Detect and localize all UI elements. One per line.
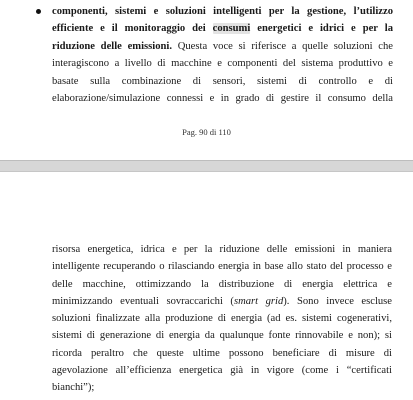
bold-text: riduzione delle emissioni. (52, 40, 173, 52)
text-line: basate sulla combinazione di sensori, sistemi di controllo e di (52, 75, 393, 87)
bold-text: componenti, sistemi e soluzioni intelligenti per la gestione, l’utilizzo (52, 6, 393, 17)
document-page-90 (0, 0, 413, 160)
text-line: delle macchine, ottimizzando la distribuzione di energia elettrica e (52, 278, 392, 290)
text-line (52, 3, 393, 20)
body-text: ). Sono invece escluse (283, 295, 392, 307)
page-separator (0, 160, 413, 172)
text-line (52, 293, 392, 310)
text-line: sistemi di generazione di energia da qualunque fonte rinnovabile e non); si (52, 330, 392, 342)
text-line: bianchi”); (52, 382, 95, 394)
highlighted-word: consumi (212, 23, 251, 35)
text-line: interagiscono a livello di macchine e componenti del sistema produttivo e (52, 58, 393, 70)
document-page-91 (0, 172, 413, 400)
text-line: intelligente recuperando o rilasciando energia in base allo stato del processo e (52, 261, 392, 273)
text-line: elaborazione/simulazione connessi e in grado di gestire il consumo della (52, 93, 393, 105)
continued-paragraph (52, 241, 392, 397)
body-text: Questa voce si riferisce a quelle soluzioni che (172, 40, 393, 52)
bullet-list-item (36, 3, 393, 107)
text-line: ricorda peraltro che queste ultime possono beneficiare di misure di (52, 347, 392, 359)
text-line (52, 38, 393, 55)
bold-text: energetici e idrici e per la (250, 23, 393, 35)
page-number: Pag. 90 di 110 (182, 127, 231, 137)
italic-term: smart grid (233, 295, 284, 307)
bullet-paragraph (36, 3, 393, 107)
text-line: agevolazione all’efficienza energetica già in vigore (come i “certificati (52, 365, 392, 377)
text-line: risorsa energetica, idrica e per la riduzione delle emissioni in maniera (52, 244, 392, 255)
body-text: minimizzando eventuali sovraccarichi ( (52, 295, 234, 307)
text-line (52, 20, 393, 37)
text-line: soluzioni finalizzate alla produzione di energia (ad es. sistemi cogenerativi, (52, 313, 392, 325)
bullet-icon (36, 9, 41, 14)
bold-text: efficiente e il monitoraggio dei (52, 23, 213, 35)
